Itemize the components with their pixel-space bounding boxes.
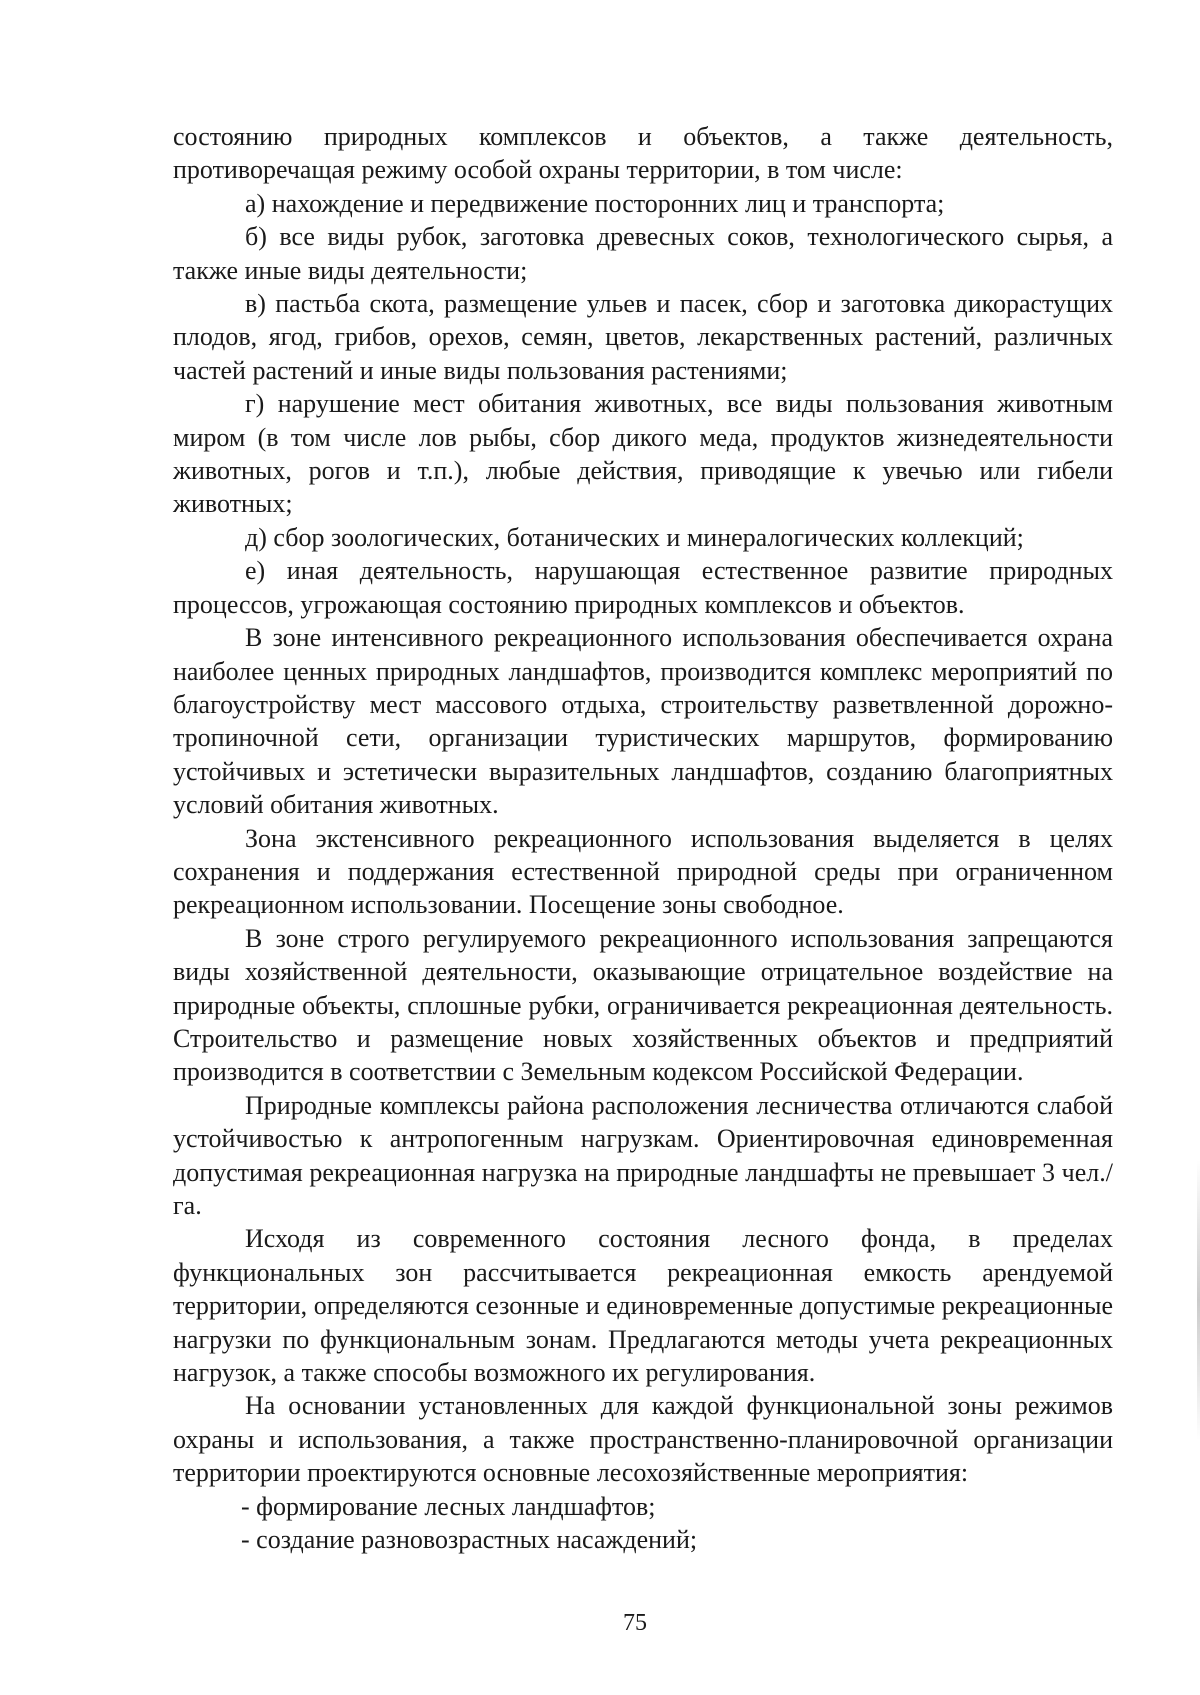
list-item-g: г) нарушение мест обитания животных, все виды пользования животным миром (в том числе лов рыбы, сбор дикого меда, продуктов жизнедеятельности животных, рогов и т.п.), любые действия, приводящие к увечью или гибели животных; [173, 389, 1113, 519]
list-item-a: а) нахождение и передвижение посторонних лиц и транспорта; [245, 188, 945, 218]
dash-item-landscapes: - формирование лесных ландшафтов; [241, 1491, 656, 1521]
paragraph-regulated-zone: В зоне строго регулируемого рекреационного использования запрещаются виды хозяйственной деятельности, оказывающие отрицательное воздействие на природные объекты, сплошные рубки, ограничивается рекреационная деятельность. Строительство и размещение новых хозяйственных объектов и предприятий производится в соответствии с Земельным кодексом Российской Федерации. [173, 923, 1113, 1087]
list-item-e: е) иная деятельность, нарушающая естественное развитие природных процессов, угрожающая состоянию природных комплексов и объектов. [173, 556, 1113, 619]
list-item-v: в) пастьба скота, размещение ульев и пасек, сбор и заготовка дикорастущих плодов, ягод, грибов, орехов, семян, цветов, лекарственных растений, различных частей растений и иные виды пользования растениями; [173, 289, 1113, 385]
paragraph-continuation: состоянию природных комплексов и объектов, а также деятельность, противоречащая режиму особой охраны территории, в том числе: [173, 122, 1113, 185]
list-item-d: д) сбор зоологических, ботанических и минералогических коллекций; [245, 522, 1024, 552]
paragraph-extensive-zone: Зона экстенсивного рекреационного использования выделяется в целях сохранения и поддержания естественной природной среды при ограниченном рекреационном использовании. Посещение зоны свободное. [173, 823, 1113, 920]
paragraph-recreational-capacity: Исходя из современного состояния лесного фонда, в пределах функциональных зон рассчитывается рекреационная емкость арендуемой территории, определяются сезонные и единовременные допустимые рекреационные нагрузки по функциональным зонам. Предлагаются методы учета рекреационных нагрузок, а также способы возможного их регулирования. [173, 1224, 1113, 1388]
paragraph-measures-intro: На основании установленных для каждой функциональной зоны режимов охраны и использования, а также пространственно-планировочной организации территории проектируются основные лесохозяйственные мероприятия: [173, 1391, 1113, 1488]
document-page [173, 120, 1113, 1556]
paragraph-intensive-zone: В зоне интенсивного рекреационного использования обеспечивается охрана наиболее ценных природных ландшафтов, производится комплекс мероприятий по благоустройству мест массового отдыха, строительству разветвленной дорожно-тропиночной сети, организации туристических маршрутов, формированию устойчивых и эстетически выразительных ландшафтов, созданию благоприятных условий обитания животных. [173, 623, 1113, 820]
paragraph-natural-complexes: Природные комплексы района расположения лесничества отличаются слабой устойчивостью к антропогенным нагрузкам. Ориентировочная единовременная допустимая рекреационная нагрузка на природные ландшафты не превышает 3 чел./га. [173, 1090, 1113, 1220]
page-number: 75 [623, 1610, 647, 1636]
dash-item-stands: - создание разновозрастных насаждений; [241, 1525, 698, 1555]
list-item-b: б) все виды рубок, заготовка древесных соков, технологического сырья, а также иные виды деятельности; [173, 222, 1113, 285]
